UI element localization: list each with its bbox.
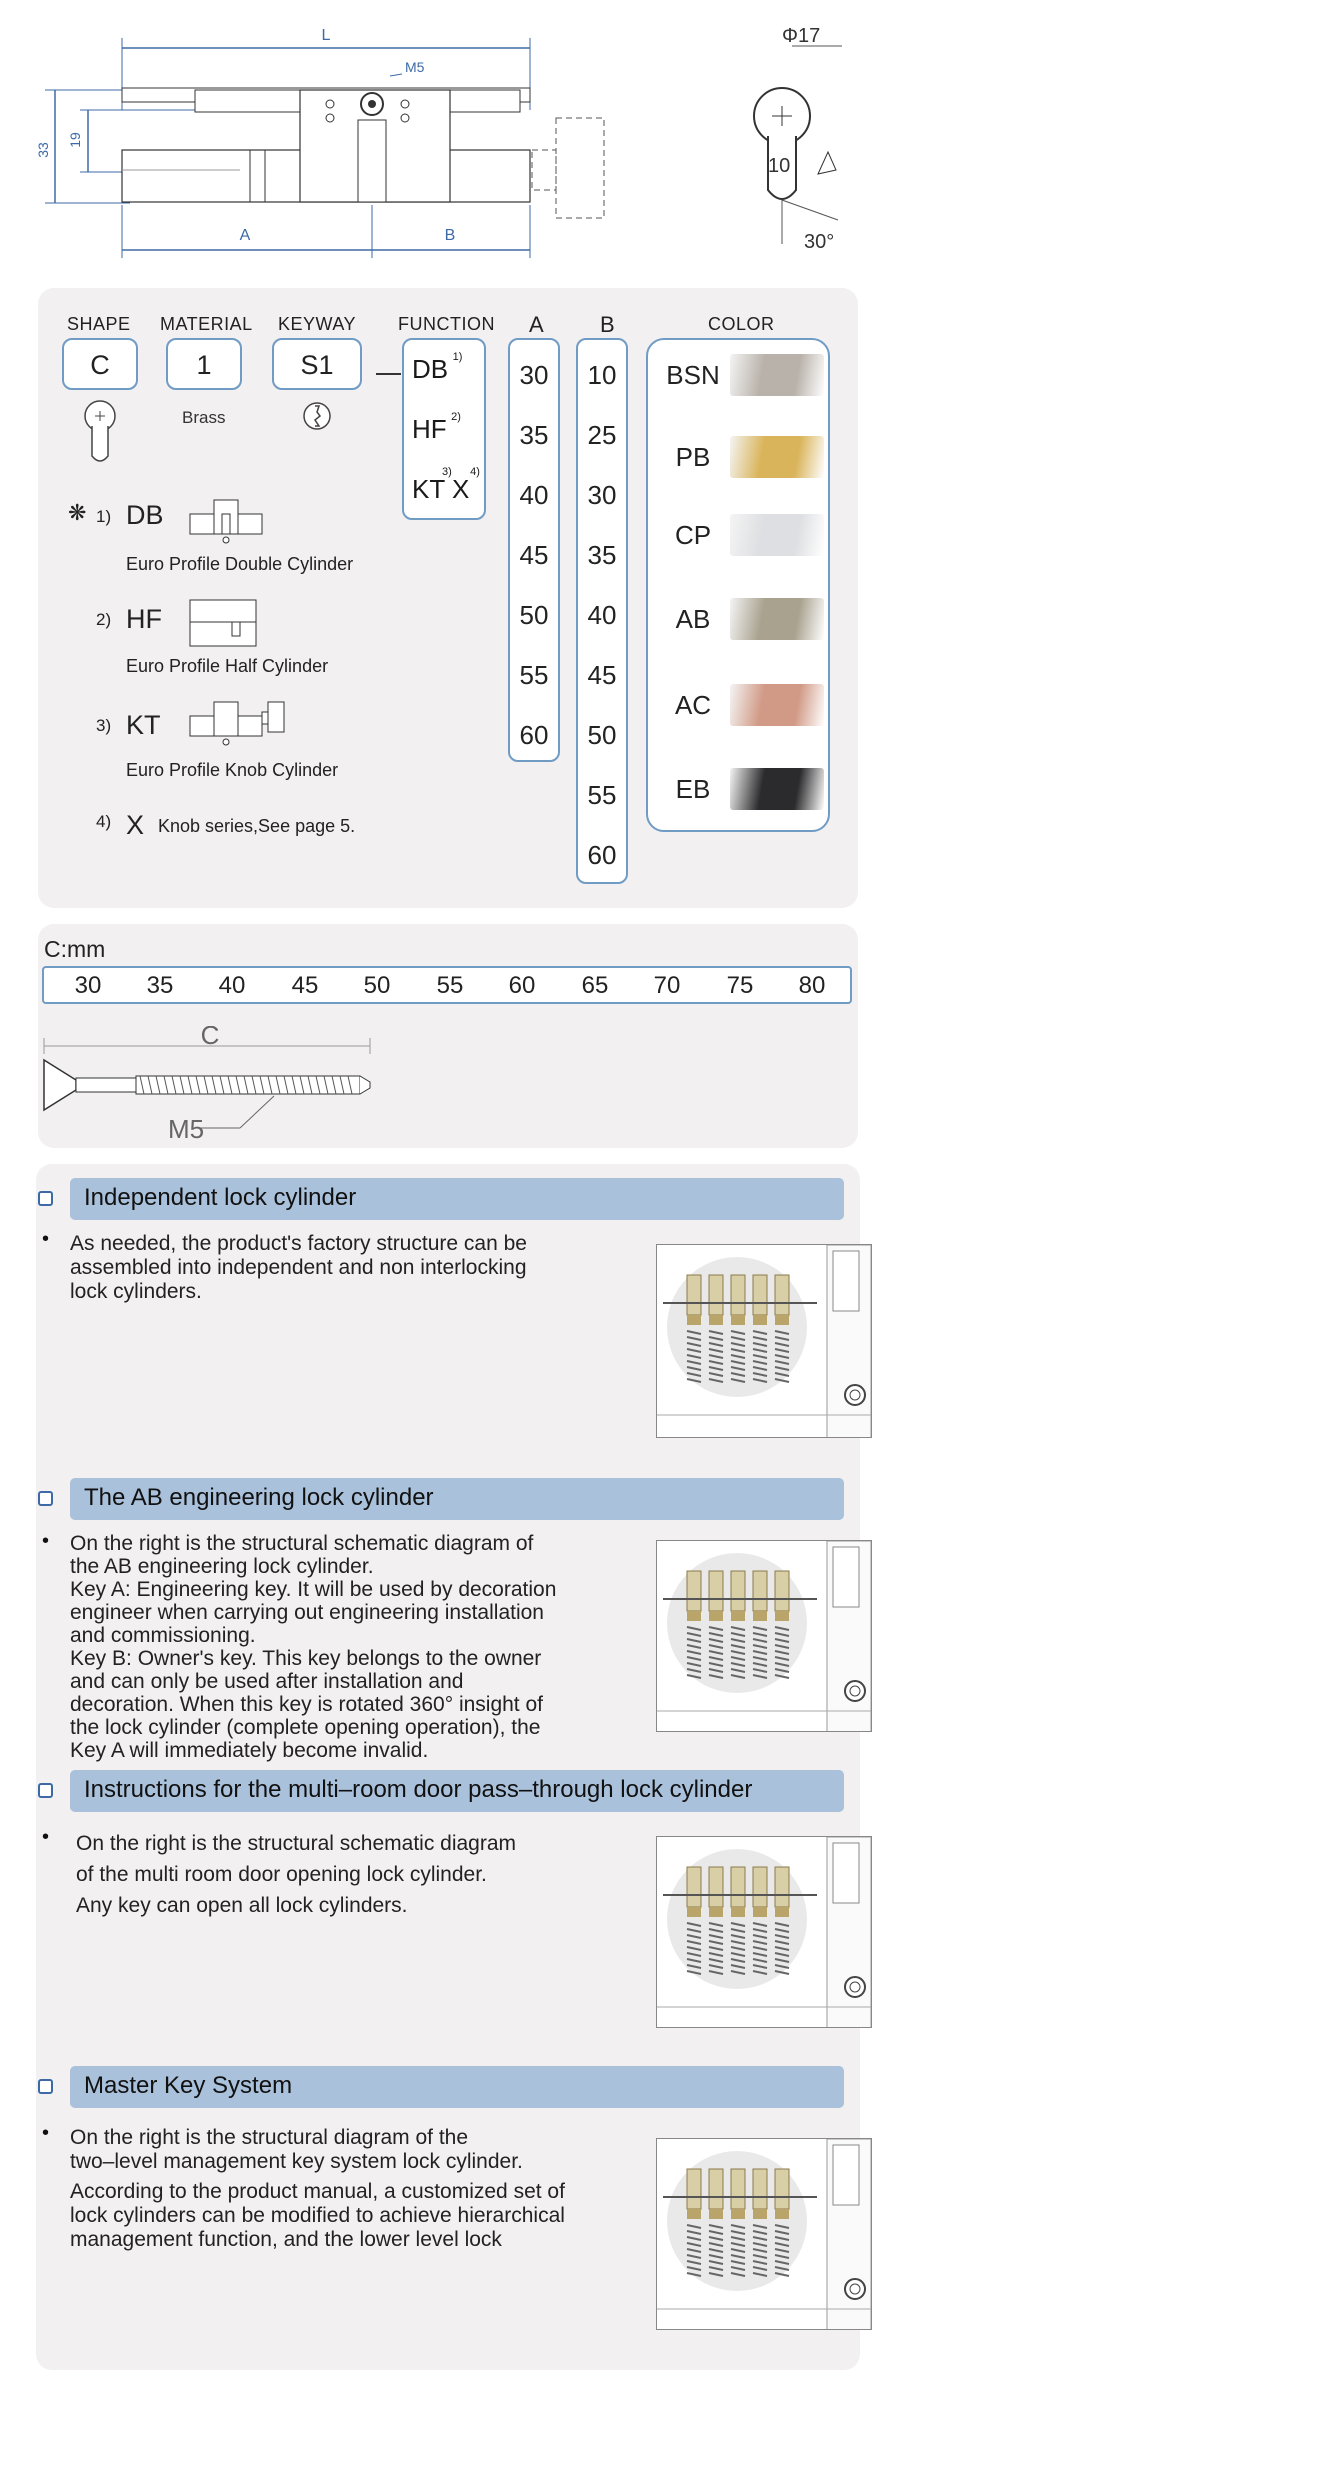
dim-19-label: 19: [67, 132, 83, 148]
dim-b-label: B: [444, 227, 456, 244]
material-box: [166, 338, 242, 390]
color-code-eb: EB: [675, 774, 711, 804]
dim-l-label: L: [321, 27, 331, 44]
b-value: 55: [587, 780, 617, 810]
color-header: COLOR: [708, 314, 775, 334]
material-name: Brass: [182, 408, 226, 427]
keyway-icon: [302, 400, 332, 432]
item-index-4: 4): [96, 812, 112, 831]
section-header-bar: [70, 2066, 844, 2108]
b-value: 10: [587, 360, 617, 390]
a-value: 30: [519, 360, 549, 390]
text-line: of the multi room door opening lock cylinder.: [76, 1863, 487, 1886]
profile-shape-icon: [80, 398, 120, 468]
section-text: [70, 1532, 630, 1762]
b-value: 50: [587, 720, 617, 750]
text-line: assembled into independent and non interlocking: [70, 1256, 527, 1279]
section-title: The AB engineering lock cylinder: [84, 1484, 434, 1511]
dim-m5-label: M5: [405, 59, 425, 75]
a-value: 60: [519, 720, 549, 750]
scale-value: 50: [363, 972, 391, 999]
scale-value: 75: [726, 972, 754, 999]
keyway-header: KEYWAY: [278, 314, 357, 334]
bullet-icon: •: [42, 1826, 50, 1848]
scale-value: 80: [798, 972, 826, 999]
b-value: 25: [587, 420, 617, 450]
section-checkbox: [38, 2079, 53, 2094]
item-index-2: 2): [96, 610, 112, 629]
item-name-x: Knob series,See page 5.: [158, 816, 356, 836]
scale-value: 55: [436, 972, 464, 999]
color-code-pb: PB: [675, 442, 711, 472]
a-value: 35: [519, 420, 549, 450]
dim-a-label: A: [239, 227, 251, 244]
item-code-db: DB: [126, 500, 164, 530]
shape-value: C: [90, 350, 110, 380]
function-kt-x-code: KT X: [412, 474, 470, 504]
text-line: engineer when carrying out engineering installation: [70, 1601, 544, 1624]
section-header-bar: [70, 1178, 844, 1220]
item-code-hf: HF: [126, 604, 162, 634]
b-value: 60: [587, 840, 617, 870]
scale-value: 65: [581, 972, 609, 999]
function-db: [412, 351, 463, 385]
function-hf: [412, 411, 461, 445]
color-swatch-cp: [730, 514, 824, 556]
scale-value: 45: [291, 972, 319, 999]
text-line: decoration. When this key is rotated 360° insight of: [70, 1693, 543, 1716]
screw-drawing: [40, 1026, 380, 1146]
section-title: Independent lock cylinder: [84, 1184, 357, 1211]
text-line: Key A: Engineering key. It will be used by decoration: [70, 1578, 557, 1601]
text-line: Any key can open all lock cylinders.: [76, 1894, 408, 1917]
asterisk-mark: ❋: [68, 500, 87, 525]
dim-33-label: 33: [35, 142, 51, 158]
scale-value: 60: [508, 972, 536, 999]
section-photo: [656, 2138, 872, 2330]
b-value: 35: [587, 540, 617, 570]
double-cylinder-icon: [188, 496, 264, 544]
a-value: 50: [519, 600, 549, 630]
screw-unit-label: C:mm: [44, 936, 106, 962]
b-value: 45: [587, 660, 617, 690]
section-title: Instructions for the multi–room door pass–through lock cylinder: [84, 1776, 753, 1803]
section-text: [70, 2126, 630, 2252]
color-swatch-eb: [730, 768, 824, 810]
bullet-icon: •: [42, 1228, 50, 1250]
color-swatch-pb: [730, 436, 824, 478]
bullet-icon: •: [42, 2122, 50, 2144]
half-cylinder-icon: [188, 596, 260, 650]
text-line: Key B: Owner's key. This key belongs to the owner: [70, 1647, 542, 1670]
color-column: [646, 338, 830, 832]
scale-value: 40: [218, 972, 246, 999]
text-line: On the right is the structural schematic diagram of: [70, 1532, 534, 1555]
text-line: Key A will immediately become invalid.: [70, 1739, 429, 1762]
screw-m5-label: M5: [168, 1114, 205, 1144]
item-name-hf: Euro Profile Half Cylinder: [126, 656, 329, 676]
item-name-kt: Euro Profile Knob Cylinder: [126, 760, 339, 780]
section-header-bar: [70, 1770, 844, 1812]
item-name-db: Euro Profile Double Cylinder: [126, 554, 354, 574]
lock-cylinder-illustration: [657, 2139, 871, 2330]
function-kt-x-sup: 3) 4): [442, 466, 480, 478]
scale-value: 35: [146, 972, 174, 999]
scale-value: 70: [653, 972, 681, 999]
color-code-ab: AB: [675, 604, 711, 634]
dim-30deg-label: 30°: [804, 231, 835, 253]
text-line: According to the product manual, a customized set of: [70, 2180, 565, 2203]
item-code-x: X: [126, 810, 145, 840]
function-db-code: DB: [412, 354, 449, 384]
text-line: lock cylinders can be modified to achieve hierarchical: [70, 2204, 565, 2227]
item-index-1: 1): [96, 507, 112, 526]
a-value: 45: [519, 540, 549, 570]
section-checkbox: [38, 1783, 53, 1798]
section-checkbox: [38, 1191, 53, 1206]
lock-cylinder-illustration: [657, 1837, 871, 2028]
b-header: B: [600, 312, 616, 337]
a-value: 55: [519, 660, 549, 690]
bullet-icon: •: [42, 1530, 50, 1552]
screw-scale-box: [42, 966, 852, 1004]
keyway-box: [272, 338, 362, 390]
text-line: the AB engineering lock cylinder.: [70, 1555, 374, 1578]
function-db-sup: 1): [452, 351, 463, 363]
section-title: Master Key System: [84, 2072, 293, 2099]
color-code-ac: AC: [674, 690, 712, 720]
lock-cylinder-illustration: [657, 1541, 871, 1732]
dim-10-label: 10: [768, 155, 791, 177]
section-photo: [656, 1540, 872, 1732]
screw-c-label: C: [200, 1026, 220, 1050]
text-line: the lock cylinder (complete opening operation), the: [70, 1716, 541, 1739]
scale-value: 30: [74, 972, 102, 999]
section-photo: [656, 1244, 872, 1438]
material-header: MATERIAL: [160, 314, 253, 334]
lock-cylinder-illustration: [657, 1245, 871, 1438]
text-line: On the right is the structural diagram of the: [70, 2126, 469, 2149]
dim-phi17-label: Φ17: [782, 25, 821, 47]
keyway-value: S1: [300, 350, 334, 380]
shape-box: [62, 338, 138, 390]
b-values-column: [576, 338, 628, 884]
cylinder-dimension-drawing: [0, 0, 880, 280]
section-photo: [656, 1836, 872, 2028]
function-header: FUNCTION: [398, 314, 495, 334]
function-hf-code: HF: [412, 414, 447, 444]
text-line: two–level management key system lock cylinder.: [70, 2150, 523, 2173]
text-line: On the right is the structural schematic diagram: [76, 1832, 517, 1855]
item-code-kt: KT: [126, 710, 161, 740]
item-index-3: 3): [96, 716, 112, 735]
section-checkbox: [38, 1491, 53, 1506]
text-line: and commissioning.: [70, 1624, 256, 1647]
text-line: management function, and the lower level lock: [70, 2228, 502, 2251]
keyway-connector: [376, 373, 401, 375]
b-value: 30: [587, 480, 617, 510]
color-code-cp: CP: [674, 520, 712, 550]
section-text: [70, 1232, 630, 1304]
a-header: A: [529, 312, 545, 337]
section-text: [76, 1828, 636, 1921]
a-values-column: [508, 338, 560, 762]
color-swatch-ab: [730, 598, 824, 640]
b-value: 40: [587, 600, 617, 630]
material-value: 1: [196, 350, 212, 380]
text-line: and can only be used after installation and: [70, 1670, 464, 1693]
text-line: As needed, the product's factory structure can be: [70, 1232, 527, 1255]
text-line: lock cylinders.: [70, 1280, 202, 1303]
color-swatch-ac: [730, 684, 824, 726]
function-hf-sup: 2): [451, 411, 461, 423]
knob-cylinder-icon: [188, 696, 290, 748]
shape-header: SHAPE: [67, 314, 131, 334]
function-kt-x: [412, 466, 480, 505]
color-code-bsn: BSN: [666, 360, 720, 390]
section-header-bar: [70, 1478, 844, 1520]
a-value: 40: [519, 480, 549, 510]
color-swatch-bsn: [730, 354, 824, 396]
